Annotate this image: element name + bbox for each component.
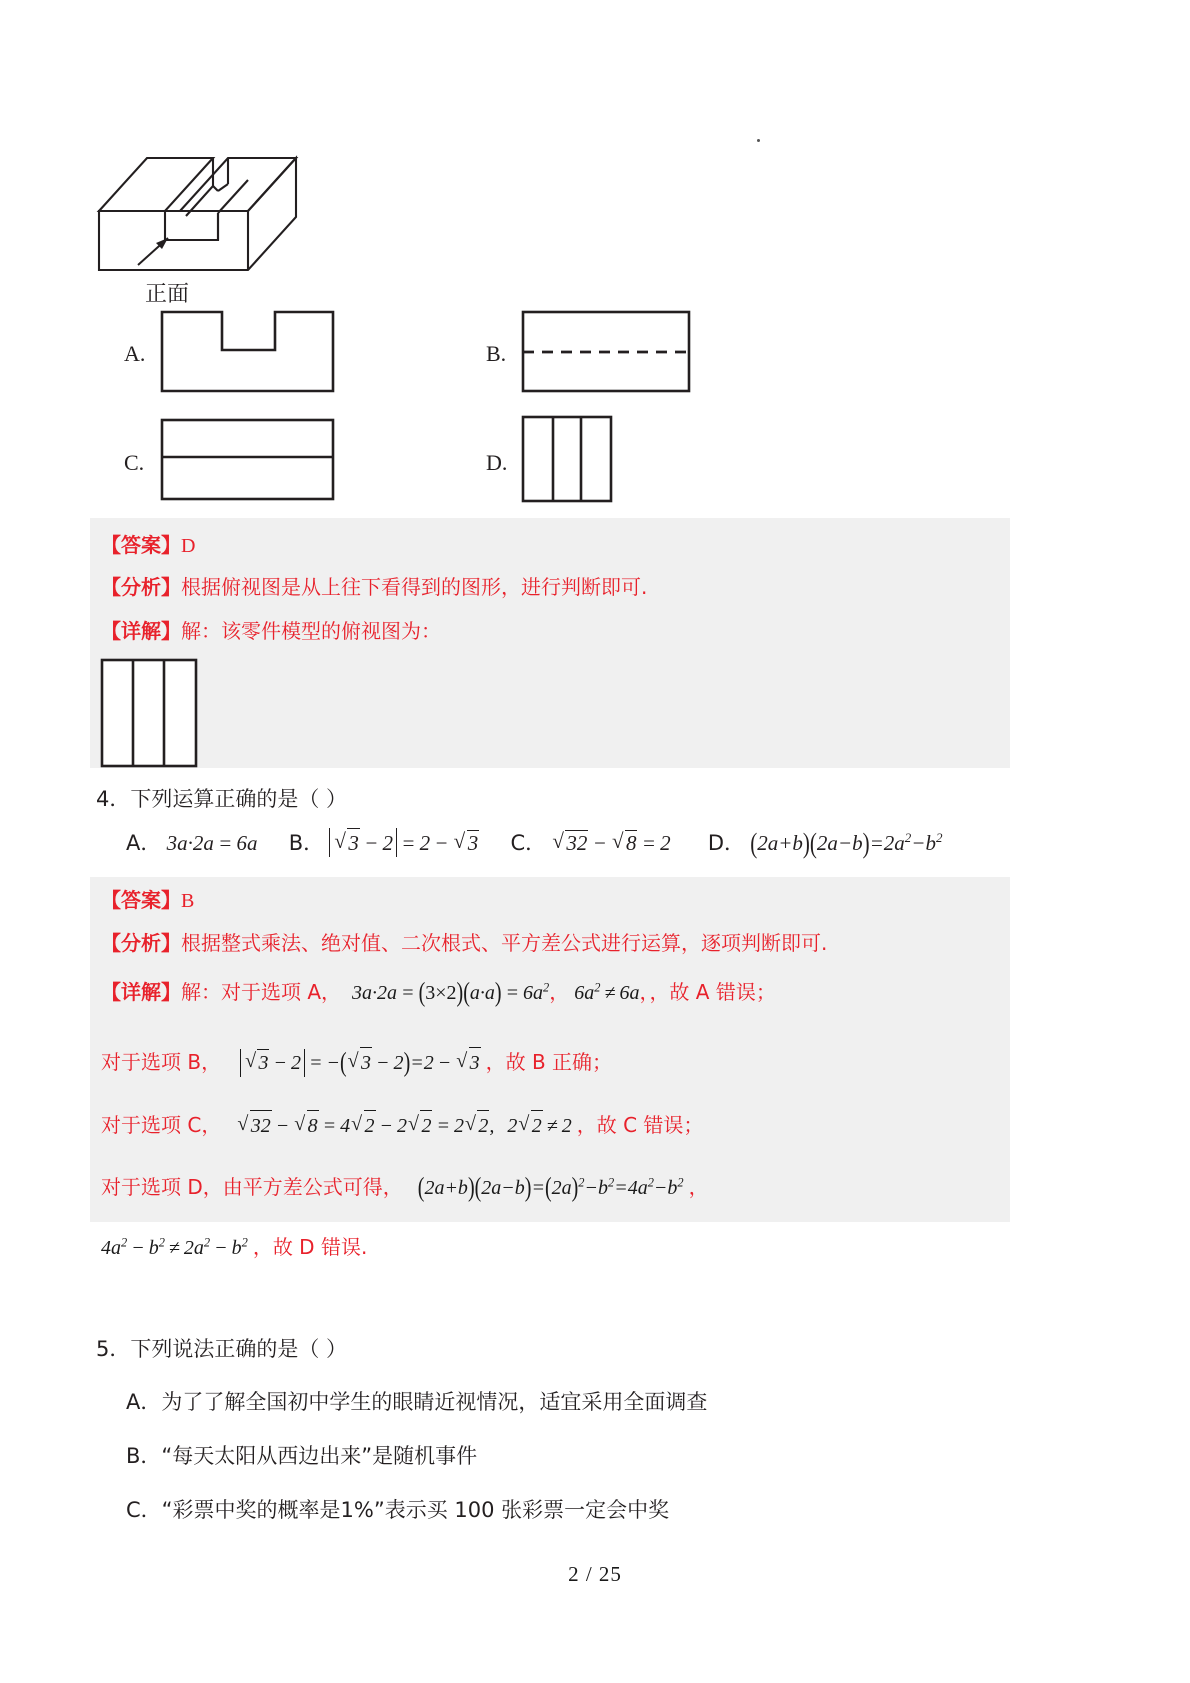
q5-option-b[interactable] [126,1440,477,1470]
q4-option-c-key: C． [510,831,547,855]
q4-solution-line-c [101,1110,703,1141]
q4-solution-tail-b: ，故 B 正确； [485,1050,613,1074]
q4-solution-expr-d: $(2a+b)(2a-b)=(2a)^2-b^2=4a^2-b^2$ [417,1173,684,1203]
q4-answer-label: 【答案】 [101,888,181,912]
q3-option-d-key: D. [486,450,508,475]
q4-option-b-expr: √ 3 − 2 = 2 − √ 3 [329,831,479,855]
q4-solution-prefix-b: 对于选项 B， [101,1050,222,1074]
q4-option-d-expr: $(2a+b)(2a-b)=2a^2-b^2$ [750,826,943,860]
q4-option-a-key: A． [126,831,162,855]
q5-option-c-key: C． [126,1498,162,1522]
q5-option-c[interactable] [126,1494,669,1524]
q5-option-c-text: “彩票中奖的概率是1%”表示买 100 张彩票一定会中奖 [161,1498,670,1522]
part-model-3d-figure [96,130,306,275]
q4-answer-value: B [181,890,195,912]
q4-solution-tail-e: ，故 D 错误. [252,1235,368,1259]
q4-solution-expr-a: $3a\cdot 2a = (3\times 2)(a\cdot a) = 6a^2$ [352,978,550,1008]
q4-option-a[interactable] [126,827,257,857]
q4-option-b[interactable] [289,827,479,857]
q4-solution-expr-c: √ 32 − √ 8 = 4 √ 2 − 2 √ 2 = 2 √ 2, [236,1115,494,1137]
q4-analysis-row [101,928,827,959]
q4-options-row [126,826,943,860]
q4-solution-line-b [101,1047,612,1078]
q5-stem: 下列说法正确的是（ ） [130,1337,348,1361]
q4-option-c-expr: √ 32 − √ 8 = 2 [551,831,670,855]
q4-solution-tail-d: ， [688,1175,709,1199]
q5-option-a-text: 为了了解全国初中学生的眼睛近视情况，适宜采用全面调查 [161,1390,708,1414]
q4-stem-row [96,784,347,816]
q4-solution-expr-a2: $6a^2 \ne 6a$ [574,980,640,1004]
q3-solution-row [101,616,441,647]
q4-solution-expr-e: $4a^2 - b^2 \ne 2a^2 - b^2$ [101,1235,248,1259]
page-number: 2 / 25 [568,1562,622,1586]
q5-option-b-key: B． [126,1444,162,1468]
q5-option-a[interactable] [126,1386,707,1416]
q3-answer-value: D [181,535,196,557]
q4-solution-prefix: 解：对于选项 A， [181,980,342,1004]
q4-solution-label: 【详解】 [101,980,181,1004]
q4-option-d[interactable] [707,826,943,860]
q4-solution-tail-a: ，故 A 错误； [649,980,776,1004]
q4-solution-expr-b: √ 3 − 2 = −( √ 3 − 2)=2 − √ 3 [240,1052,481,1074]
q3-analysis-row [101,572,647,603]
q4-answer-row [101,885,194,916]
q4-solution-line-e [101,1232,367,1263]
q4-option-c[interactable] [510,827,670,857]
q3-answer-label: 【答案】 [101,533,181,557]
q4-solution-line-a: 【详解】解：对于选项 A， $3a\cdot 2a = (3\times 2)(a\cdot a) = 6a^2$， $6a^2 \ne 6a$，，故 A 错误； [101,978,776,1008]
q3-solution-top-view-figure [100,658,198,768]
q3-analysis-label: 【分析】 [101,575,181,599]
q4-option-b-key: B． [288,831,325,855]
q5-stem-row [96,1334,347,1366]
q5-number: 5． [96,1337,131,1361]
q3-option-a-figure[interactable] [160,310,335,393]
q4-solution-tail-c: ，故 C 错误； [576,1113,704,1137]
q4-solution-prefix-d: 对于选项 D，由平方差公式可得， [101,1175,403,1199]
q4-solution-expr-c2: 2 √ 2 ≠ 2 [507,1115,571,1137]
q4-option-d-key: D． [707,831,745,855]
q3-analysis-text: 根据俯视图是从上往下看得到的图形，进行判断即可. [181,575,648,599]
q4-option-a-expr: 3a·2a = 6a [166,831,258,855]
q4-solution-line-d [101,1172,709,1203]
q3-option-c-figure[interactable] [160,418,335,501]
q3-option-c-key: C. [124,450,145,475]
q3-solution-text: 解：该零件模型的俯视图为： [181,619,441,643]
q3-option-a-key: A. [124,341,146,366]
q3-option-d-figure[interactable] [521,415,613,503]
q3-solution-label: 【详解】 [101,619,181,643]
front-view-caption: 正面 [145,282,190,307]
q5-option-a-key: A． [126,1390,162,1414]
q4-solution-prefix-c: 对于选项 C， [101,1113,222,1137]
q3-answer-row [101,530,195,561]
q3-option-b-key: B. [486,341,507,366]
stray-dot-mark [757,139,760,142]
q4-number: 4． [96,787,131,811]
q4-analysis-text: 根据整式乘法、绝对值、二次根式、平方差公式进行运算，逐项判断即可. [181,931,828,955]
q5-option-b-text: “每天太阳从西边出来”是随机事件 [161,1444,478,1468]
q4-analysis-label: 【分析】 [101,931,181,955]
q3-option-b-figure[interactable] [521,310,691,393]
q4-stem: 下列运算正确的是（ ） [130,787,348,811]
